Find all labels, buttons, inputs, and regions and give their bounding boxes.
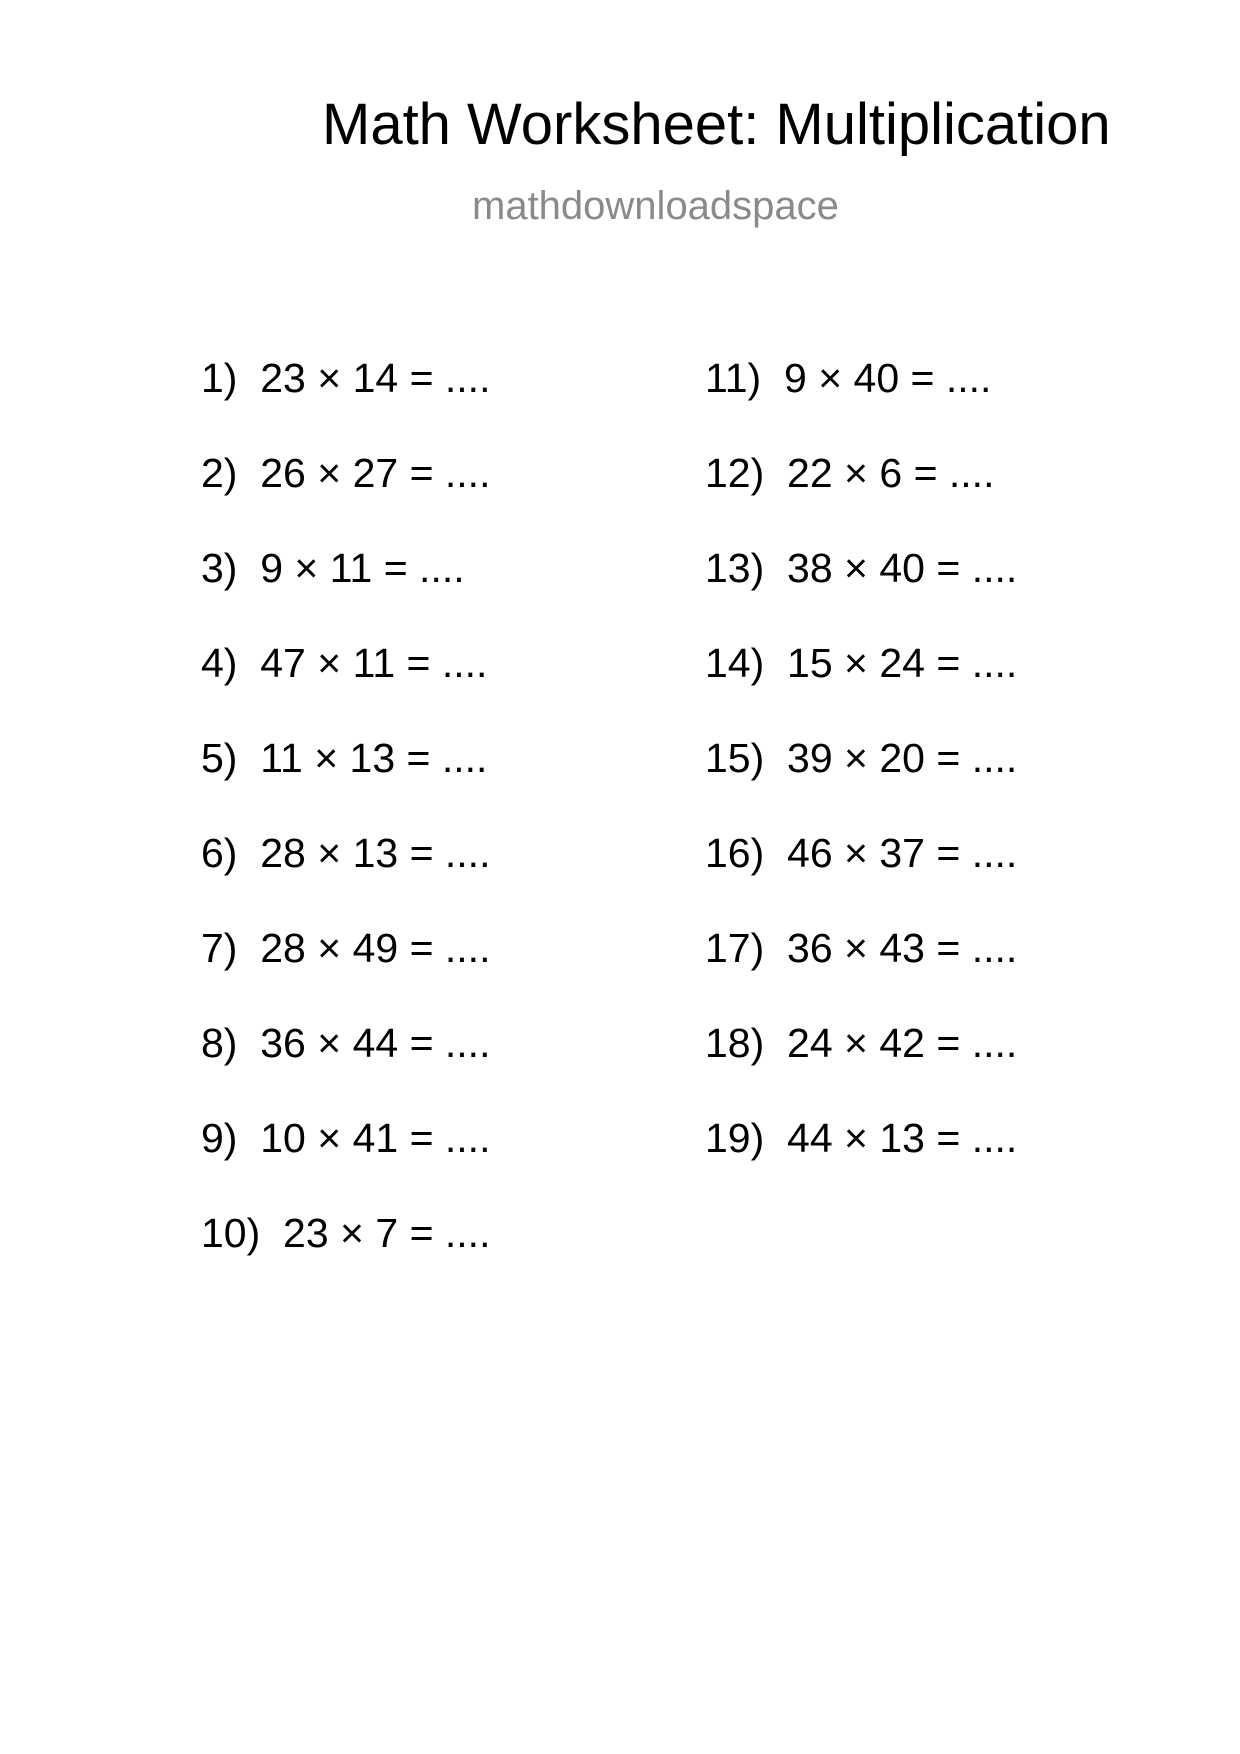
problem-column-right bbox=[705, 355, 1017, 1210]
problem-item: 10) 23 × 7 = .... bbox=[201, 1210, 491, 1256]
problem-item: 3) 9 × 11 = .... bbox=[201, 545, 465, 591]
problem-item: 8) 36 × 44 = .... bbox=[201, 1020, 491, 1066]
problem-item: 1) 23 × 14 = .... bbox=[201, 355, 491, 401]
problem-item: 9) 10 × 41 = .... bbox=[201, 1115, 491, 1161]
worksheet-title: Math Worksheet: Multiplication bbox=[322, 92, 1111, 157]
problem-item: 5) 11 × 13 = .... bbox=[201, 735, 488, 781]
problem-item: 14) 15 × 24 = .... bbox=[705, 640, 1018, 686]
problem-item: 11) 9 × 40 = .... bbox=[705, 355, 992, 401]
worksheet-subtitle: mathdownloadspace bbox=[472, 184, 839, 228]
problem-item: 15) 39 × 20 = .... bbox=[705, 735, 1018, 781]
problem-item: 6) 28 × 13 = .... bbox=[201, 830, 491, 876]
problem-item: 4) 47 × 11 = .... bbox=[201, 640, 488, 686]
problem-item: 16) 46 × 37 = .... bbox=[705, 830, 1018, 876]
problem-item: 17) 36 × 43 = .... bbox=[705, 925, 1018, 971]
problem-column-left bbox=[201, 355, 490, 1305]
problem-item: 19) 44 × 13 = .... bbox=[705, 1115, 1018, 1161]
problem-item: 13) 38 × 40 = .... bbox=[705, 545, 1018, 591]
problem-item: 12) 22 × 6 = .... bbox=[705, 450, 995, 496]
problem-item: 7) 28 × 49 = .... bbox=[201, 925, 491, 971]
problem-item: 2) 26 × 27 = .... bbox=[201, 450, 491, 496]
problem-item: 18) 24 × 42 = .... bbox=[705, 1020, 1018, 1066]
